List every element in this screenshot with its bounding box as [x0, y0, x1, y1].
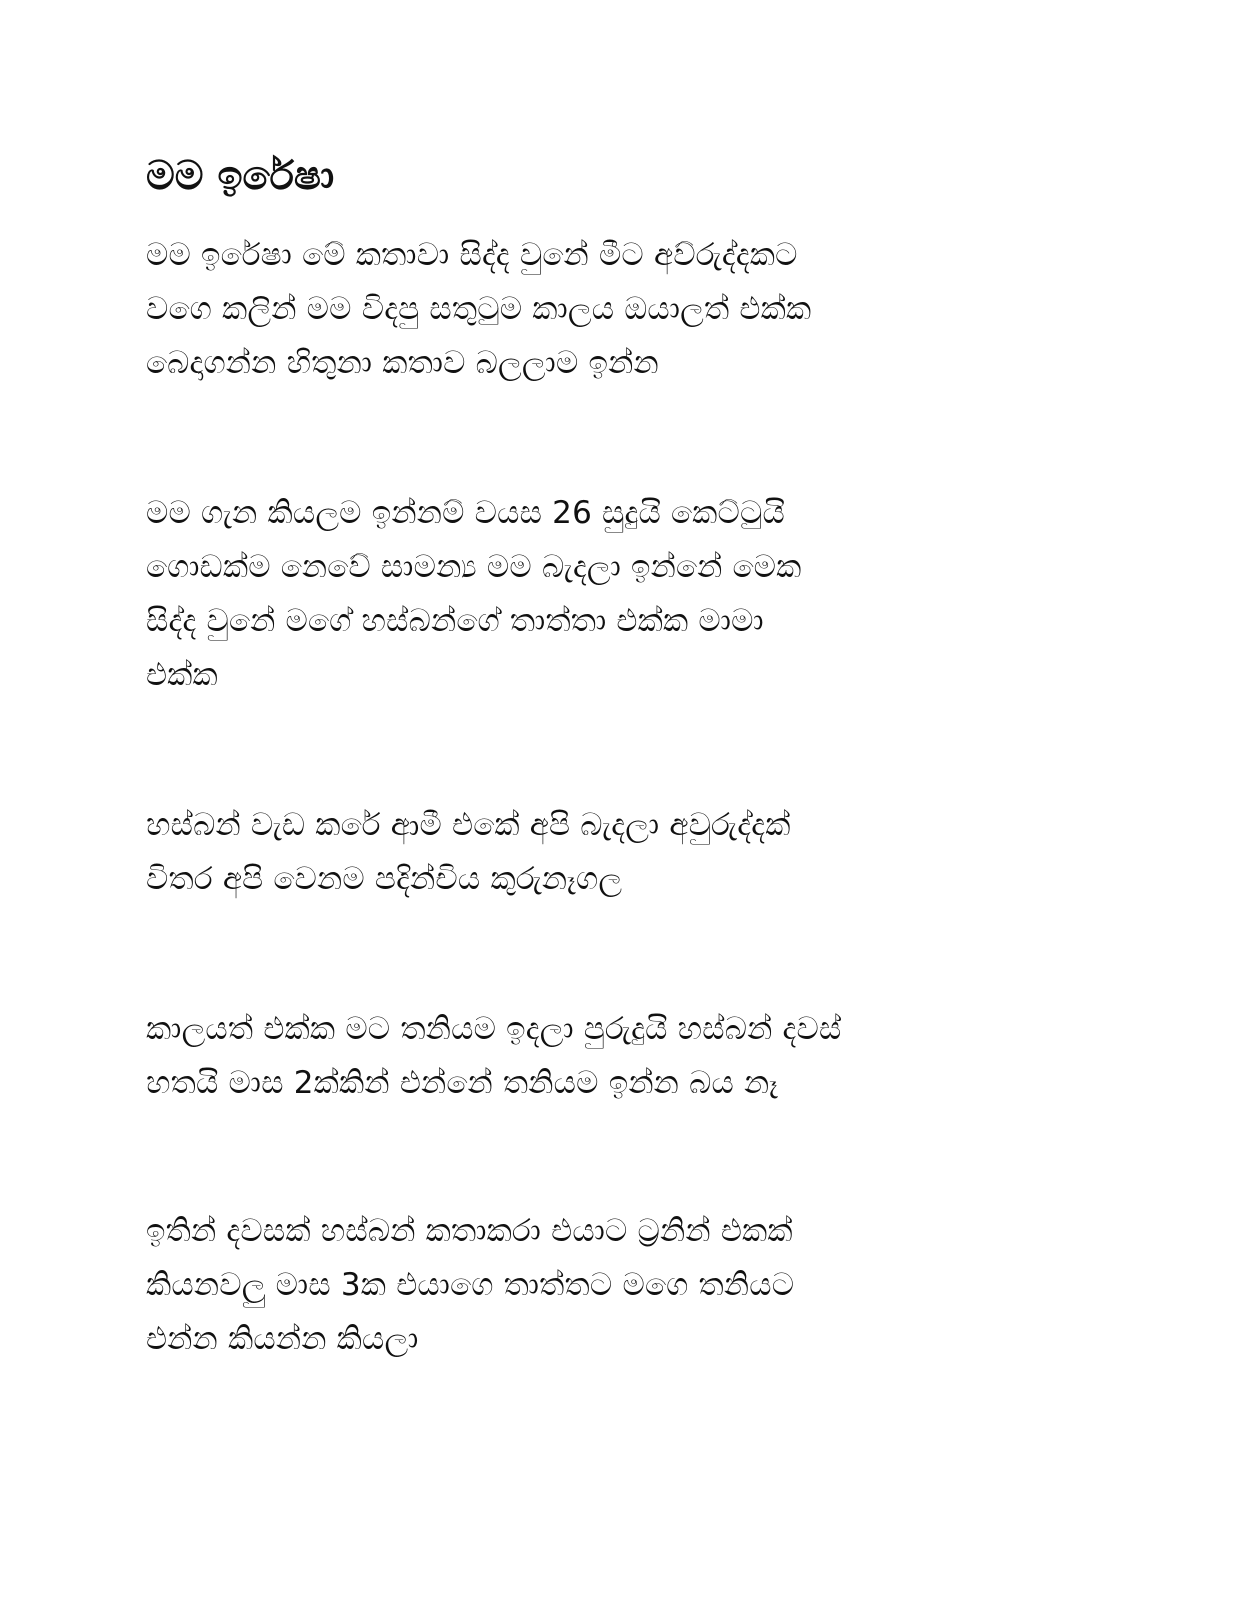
paragraph-3 — [146, 798, 1106, 906]
paragraph-line: මම ගැන කියලම ඉන්නම් වයස 26 සුදුයි කෙට්ටුයි — [146, 495, 785, 531]
paragraph-1 — [146, 228, 1106, 390]
paragraph-line: සිද්ද වුනේ මගේ හස්බන්ගේ තාත්තා එක්ක මාමා — [146, 603, 764, 639]
paragraph-line: එන්න කියන්න කියලා — [146, 1321, 419, 1357]
paragraph-4 — [146, 1002, 1106, 1110]
paragraph-line: බෙදාගන්න හිතුනා කතාව බලලාම ඉන්න — [146, 345, 659, 381]
paragraph-line: කාලයත් එක්ක මට තනියම ඉදලා පුරුදුයි හස්බන් දවස් — [146, 1011, 842, 1047]
paragraph-line: එක්ක — [146, 657, 218, 693]
paragraph-5 — [146, 1204, 1106, 1366]
paragraph-line: ගොඩක්ම නෙවේ සාමන්‍ය මම බැදලා ඉන්නේ මෙක — [146, 549, 802, 585]
paragraph-2 — [146, 486, 1106, 702]
paragraph-line: ඉතින් දවසක් හස්බන් කතාකරා එයාට ට්‍රනින් එකක් — [146, 1213, 793, 1249]
paragraph-line: මම ඉරේෂා මේ කතාවා සිද්ද වුනේ මීට අව්රුද්දකට — [146, 237, 798, 273]
paragraph-line: කියනවලු මාස 3ක එයාගෙ තාත්තට මගෙ තනියට — [146, 1267, 795, 1303]
paragraph-line: වගෙ කලින් මම විදපු සතුටුම කාලය ඔයාලත් එක්ක — [146, 291, 812, 327]
paragraph-line: හතයි මාස 2ක්කින් එන්නේ තනියම ඉන්න බය නෑ — [146, 1065, 779, 1101]
document-title: මම ඉරේෂා — [146, 153, 335, 199]
paragraph-line: හස්බන් වැඩ කරේ ආමී එකේ අපි බැදලා අවුරුද්දක් — [146, 807, 791, 843]
paragraph-line: විතර අපි වෙනම පදින්චිය කුරුනෑගල — [146, 861, 623, 897]
